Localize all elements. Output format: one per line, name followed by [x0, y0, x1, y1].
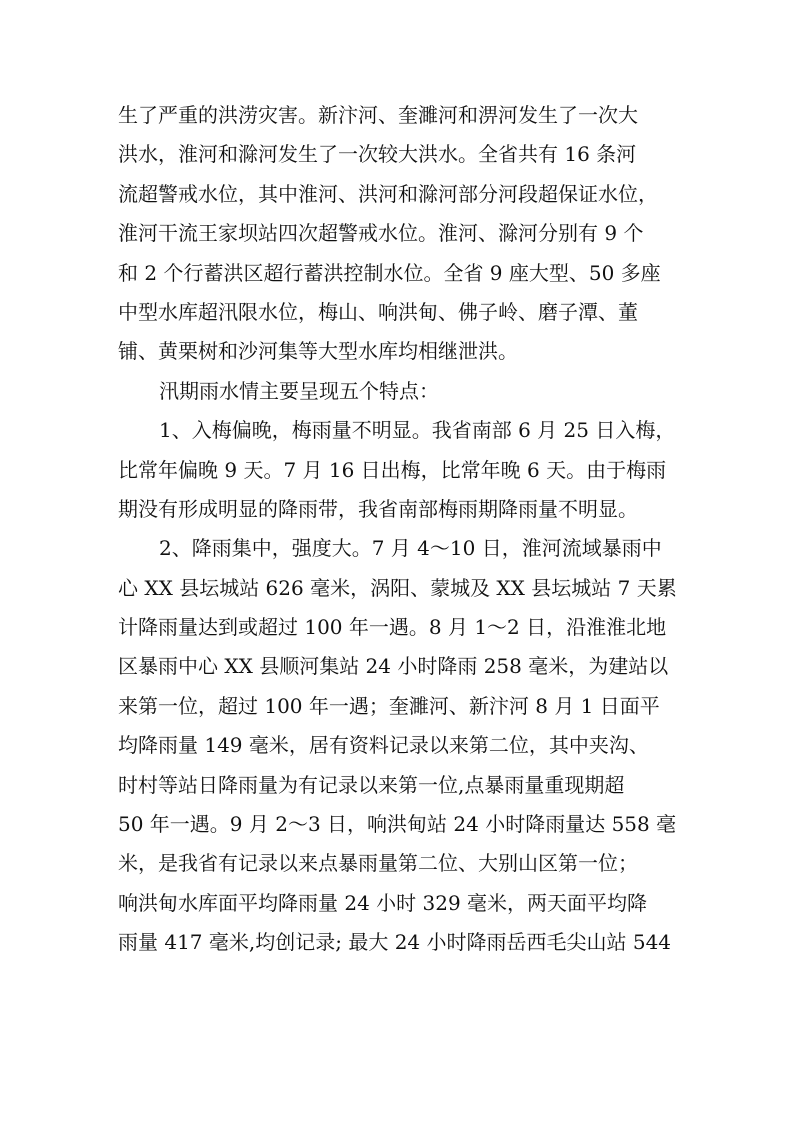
document-body [118, 96, 684, 963]
text-line: 时村等站日降雨量为有记录以来第一位,点暴雨量重现期超 [118, 772, 625, 797]
text-line: 来第一位，超过 100 年一遇；奎濉河、新汴河 8 月 1 日面平 [118, 693, 660, 718]
text-line: 和 2 个行蓄洪区超行蓄洪控制水位。全省 9 座大型、50 多座 [118, 260, 661, 285]
text-line: 生了严重的洪涝灾害。新汴河、奎濉河和淠河发生了一次大 [118, 103, 638, 127]
text-line: 雨量 417 毫米,均创记录; 最大 24 小时降雨岳西毛尖山站 544 [118, 930, 672, 955]
text-line: 响洪甸水库面平均降雨量 24 小时 329 毫米，两天面平均降 [118, 890, 648, 915]
text-line: 中型水库超汛限水位，梅山、响洪甸、佛子岭、磨子潭、董 [118, 299, 638, 324]
paragraph-start-line: 1、入梅偏晚，梅雨量不明显。我省南部 6 月 25 日入梅， [159, 418, 676, 443]
text-line: 米，是我省有记录以来点暴雨量第二位、大别山区第一位； [118, 851, 638, 876]
text-line: 心 XX 县坛城站 626 毫米，涡阳、蒙城及 XX 县坛城站 7 天累 [118, 575, 677, 600]
text-line: 淮河干流王家坝站四次超警戒水位。淮河、滁河分别有 9 个 [118, 221, 644, 246]
text-line: 区暴雨中心 XX 县顺河集站 24 小时降雨 258 毫米，为建站以 [118, 654, 669, 679]
paragraph-start-line: 汛期雨水情主要呈现五个特点： [159, 378, 439, 403]
text-line: 计降雨量达到或超过 100 年一遇。8 月 1～2 日，沿淮淮北地 [118, 615, 667, 640]
text-line: 比常年偏晚 9 天。7 月 16 日出梅，比常年晚 6 天。由于梅雨 [118, 457, 667, 482]
text-line: 流超警戒水位，其中淮河、洪河和滁河部分河段超保证水位， [118, 181, 658, 206]
text-line: 铺、黄栗树和沙河集等大型水库均相继泄洪。 [118, 339, 518, 364]
paragraph-start-line: 2、降雨集中，强度大。7 月 4～10 日，淮河流域暴雨中 [159, 536, 662, 561]
text-line: 洪水，淮河和滁河发生了一次较大洪水。全省共有 16 条河 [118, 142, 637, 167]
text-line: 50 年一遇。9 月 2～3 日，响洪甸站 24 小时降雨量达 558 毫 [118, 812, 677, 837]
text-line: 均降雨量 149 毫米，居有资料记录以来第二位，其中夹沟、 [118, 733, 649, 758]
text-line: 期没有形成明显的降雨带，我省南部梅雨期降雨量不明显。 [118, 496, 638, 521]
